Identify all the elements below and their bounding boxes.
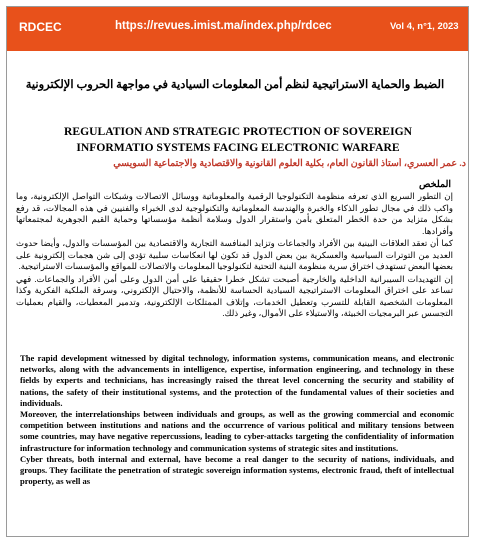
english-abstract-paragraph: The rapid development witnessed by digital technology, information systems, communication means, and electronic networks, along with the advancements in intelligence, expertise, information engineering, and technology in these fields by experts and technicians, has increasingly raised the threat level concerning the security and stability of nations, the safety of their institutional systems, and the protection of the fundamental values of their societies and individuals. (20, 353, 454, 408)
arabic-abstract (16, 191, 453, 321)
english-abstract-paragraph: Cyber threats, both internal and external, have become a real danger to the security of nations, individuals, and groups. They facilitate the penetration of strategic sovereign information systems, electronic fraud, theft of intellectual property, as well as (20, 453, 454, 487)
volume-issue: Vol 4, n°1, 2023 (390, 21, 459, 32)
journal-header-bar (7, 7, 468, 51)
arabic-abstract-paragraph: إن التطور السريع الذي تعرفه منظومة التكنولوجيا الرقمية والمعلوماتية ووسائل الاتصالات وشبكات التواصل الإلكترونية، وما واكب ذلك في مجال تطور الذكاء والخبرة والهندسة المعلوماتية والتكنولوجية لدى الخبراء والفنيين في هذه المجالات، قد رفع بشكل متزايد من حدة الخطر المتعلق بأمن واستقرار الدول وسلامة أنظمة مؤسساتها وحماية القيم الجوهرية لمجتمعاتها وأفرادها. (16, 191, 453, 236)
arabic-abstract-heading: الملخص (419, 180, 451, 190)
arabic-abstract-paragraph: إن التهديدات السيبرانية الداخلية والخارجية أصبحت تشكل خطرا حقيقيا على أمن الدول وعلى أمن الأفراد والجماعات. فهي تساعد على اختراق المعلومات الاستراتيجية السيادية الحساسة للأنظمة، والاحتيال الإلكتروني، وسرقة الملكية الفكرية وكذا المعلومات الشخصية القابلة للتسرب وتعطيل الخدمات، وإتلاف الممتلكات الإلكترونية، وتدمير المعطيات، والقيام بعمليات التجسس عبر البرمجيات الخبيثة، والاستيلاء على الأموال، وغير ذلك. (16, 273, 453, 318)
arabic-abstract-paragraph: كما أن تعقد العلاقات البينية بين الأفراد والجماعات وتزايد المنافسة التجارية والاقتصادية بين المؤسسات والدول، وأيضا حدوث العديد من التوترات السياسية والعسكرية بين بعض الدول قد تكون لها انعكاسات سلبية تؤدي إلى شن هجمات إلكترونية على بعضها البعض تستهدف اختراق سرية منظومة البنية التحتية لتكنولوجيا المعلومات والاتصالات للمواقع والمؤسسات الاستراتيجية. (16, 238, 453, 271)
english-title: REGULATION AND STRATEGIC PROTECTION OF SOVEREIGN INFORMATIO SYSTEMS FACING ELECTRONIC WARFARE (64, 125, 412, 154)
journal-name: RDCEC (19, 20, 62, 34)
english-abstract-paragraph: Moreover, the interrelationships between individuals and groups, as well as the growing commercial and economic competition between institutions and nations and the occurrence of various political and military tensions between some countries, may have negative repercussions, leading to cyber-attacks targeting the confidentiality of information infrastructure for information technology and communication systems of strategic sites and institutions. (20, 409, 454, 453)
arabic-title: الضبط والحماية الاستراتيجية لنظم أمن المعلومات السيادية في مواجهة الحروب الإلكترونية (25, 79, 445, 91)
journal-url-link[interactable]: https://revues.imist.ma/index.php/rdcec (115, 20, 332, 32)
author-affiliation: د. عمر العسري، أستاذ القانون العام، بكلية العلوم القانونية والاقتصادية والاجتماعية السويسي (113, 159, 466, 169)
english-abstract (20, 353, 454, 538)
